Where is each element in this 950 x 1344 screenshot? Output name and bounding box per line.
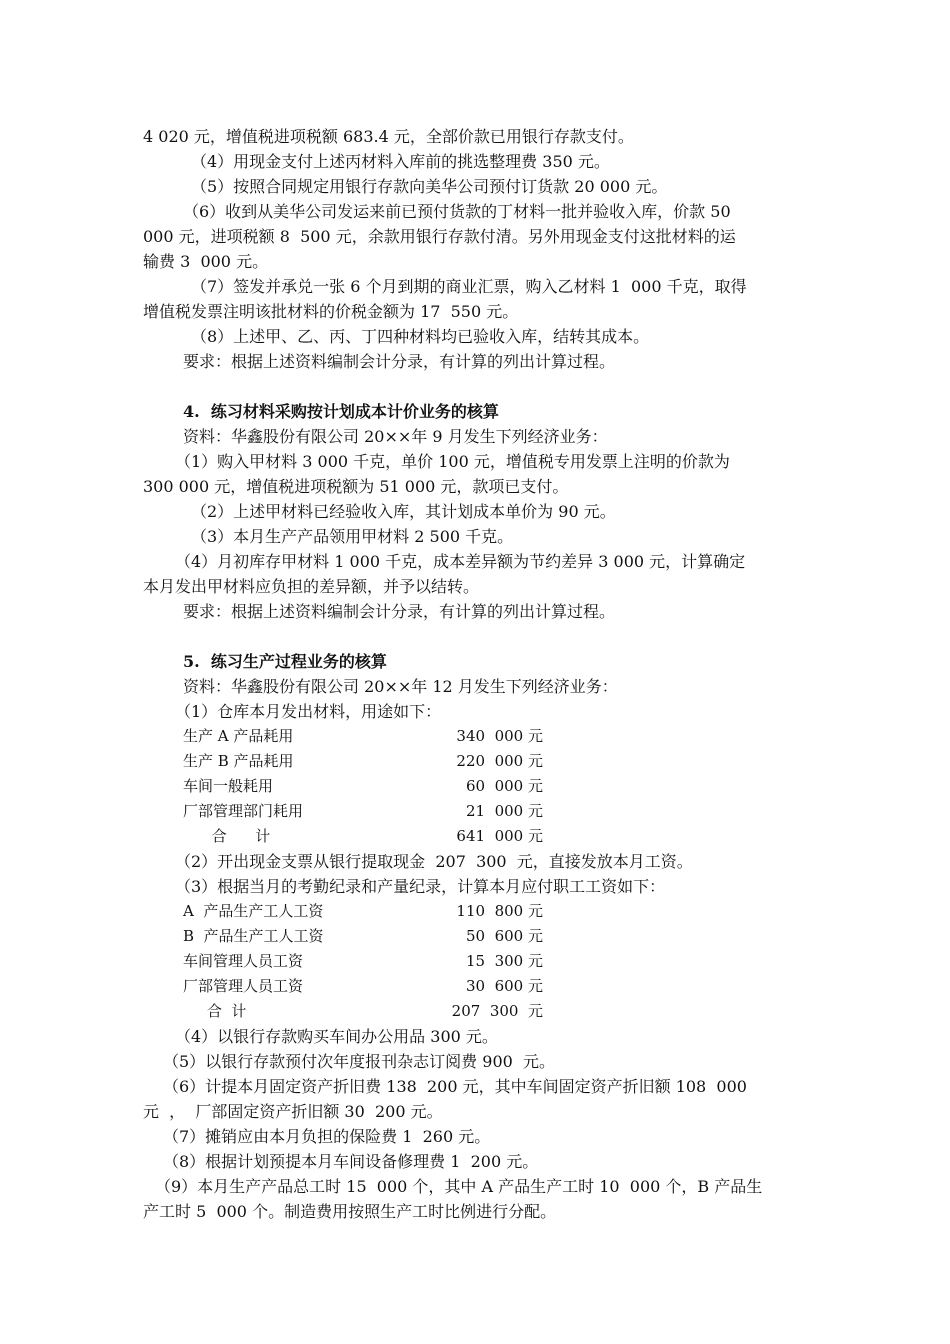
- text-line: （6）计提本月固定资产折旧费 138 200 元，其中车间固定资产折旧额 108 000: [163, 1077, 747, 1096]
- text-line: （6）收到从美华公司发运来前已预付货款的丁材料一批并验收入库，价款 50: [183, 202, 731, 221]
- text-line: 资料：华鑫股份有限公司 20××年 9 月发生下列经济业务：: [183, 427, 608, 446]
- table-row: [143, 899, 810, 924]
- row-label: 合 计: [183, 827, 271, 845]
- table-row: [143, 949, 810, 974]
- text-line: 4 020 元，增值税进项税额 683.4 元，全部价款已用银行存款支付。: [143, 127, 634, 146]
- wages-table: [143, 899, 810, 1024]
- text-line: 元 ， 厂部固定资产折旧额 30 200 元。: [143, 1102, 443, 1121]
- text-line: （8）上述甲、乙、丙、丁四种材料均已验收入库，结转其成本。: [191, 327, 650, 346]
- table-row: [143, 824, 810, 849]
- table-row: [143, 999, 810, 1024]
- text-line: （4）用现金支付上述丙材料入库前的挑选整理费 350 元。: [191, 152, 610, 171]
- text-line: （3）本月生产产品领用甲材料 2 500 千克。: [191, 527, 514, 546]
- text-line: （5）以银行存款预付次年度报刊杂志订阅费 900 元。: [163, 1052, 555, 1071]
- spacer: [143, 624, 810, 649]
- row-amount: 340 000 元: [456, 727, 543, 745]
- text-line: 300 000 元，增值税进项税额为 51 000 元，款项已支付。: [143, 477, 569, 496]
- row-amount: 60 000 元: [465, 777, 543, 795]
- document-page: [143, 124, 810, 1224]
- text-line: （5）按照合同规定用银行存款向美华公司预付订货款 20 000 元。: [191, 177, 668, 196]
- row-label: 车间管理人员工资: [183, 952, 304, 970]
- row-label: B 产品生产工人工资: [183, 927, 324, 945]
- text-line: 产工时 5 000 个。制造费用按照生产工时比例进行分配。: [143, 1202, 557, 1221]
- text-line: 增值税发票注明该批材料的价税金额为 17 550 元。: [143, 302, 519, 321]
- row-label: 生产 A 产品耗用: [183, 727, 294, 745]
- table-row: [143, 724, 810, 749]
- row-amount: 15 300 元: [465, 952, 543, 970]
- text-line: （8）根据计划预提本月车间设备修理费 1 200 元。: [163, 1152, 539, 1171]
- top-paragraphs: [143, 124, 810, 374]
- text-line: （1）购入甲材料 3 000 千克，单价 100 元，增值税专用发票上注明的价款为: [175, 452, 730, 471]
- spacer: [143, 374, 810, 399]
- text-line: （3）根据当月的考勤纪录和产量纪录，计算本月应付职工工资如下：: [175, 877, 666, 896]
- row-amount: 207 300 元: [451, 1002, 543, 1020]
- table-row: [143, 749, 810, 774]
- row-amount: 30 600 元: [465, 977, 543, 995]
- text-line: （7）摊销应由本月负担的保险费 1 260 元。: [163, 1127, 491, 1146]
- section5-intro: [143, 674, 810, 724]
- row-amount: 220 000 元: [456, 752, 543, 770]
- section5-tail: [143, 1024, 810, 1224]
- text-line: 要求：根据上述资料编制会计分录，有计算的列出计算过程。: [183, 602, 616, 621]
- text-line: （9）本月生产产品总工时 15 000 个，其中 A 产品生产工时 10 000 个，B 产品生: [155, 1177, 763, 1196]
- text-line: 本月发出甲材料应负担的差异额，并予以结转。: [143, 577, 480, 596]
- section5-heading: 5. 练习生产过程业务的核算: [183, 652, 387, 671]
- section4-body: [143, 424, 810, 624]
- row-label: 生产 B 产品耗用: [183, 752, 294, 770]
- text-line: （4）月初库存甲材料 1 000 千克，成本差异额为节约差异 3 000 元，计算确定: [175, 552, 746, 571]
- text-line: （2）开出现金支票从银行提取现金 207 300 元，直接发放本月工资。: [175, 852, 693, 871]
- text-line: 000 元，进项税额 8 500 元，余款用银行存款付清。另外用现金支付这批材料的运: [143, 227, 736, 246]
- table-row: [143, 924, 810, 949]
- table-row: [143, 799, 810, 824]
- row-label: 合 计: [183, 1002, 247, 1020]
- table-row: [143, 974, 810, 999]
- text-line: 输费 3 000 元。: [143, 252, 269, 271]
- text-line: （2）上述甲材料已经验收入库，其计划成本单价为 90 元。: [191, 502, 616, 521]
- row-amount: 50 600 元: [465, 927, 543, 945]
- row-label: 厂部管理部门耗用: [183, 802, 304, 820]
- text-line: （7）签发并承兑一张 6 个月到期的商业汇票，购入乙材料 1 000 千克，取得: [191, 277, 747, 296]
- row-amount: 110 800 元: [456, 902, 543, 920]
- section4-heading: 4. 练习材料采购按计划成本计价业务的核算: [183, 402, 499, 421]
- row-label: A 产品生产工人工资: [183, 902, 324, 920]
- row-label: 车间一般耗用: [183, 777, 274, 795]
- text-line: 要求：根据上述资料编制会计分录，有计算的列出计算过程。: [183, 352, 616, 371]
- text-line: 资料：华鑫股份有限公司 20××年 12 月发生下列经济业务：: [183, 677, 618, 696]
- text-line: （4）以银行存款购买车间办公用品 300 元。: [175, 1027, 498, 1046]
- row-amount: 641 000 元: [456, 827, 543, 845]
- materials-table: [143, 724, 810, 849]
- table-row: [143, 774, 810, 799]
- row-amount: 21 000 元: [465, 802, 543, 820]
- section5-middle: [143, 849, 810, 899]
- text-line: （1）仓库本月发出材料，用途如下：: [175, 702, 442, 721]
- row-label: 厂部管理人员工资: [183, 977, 304, 995]
